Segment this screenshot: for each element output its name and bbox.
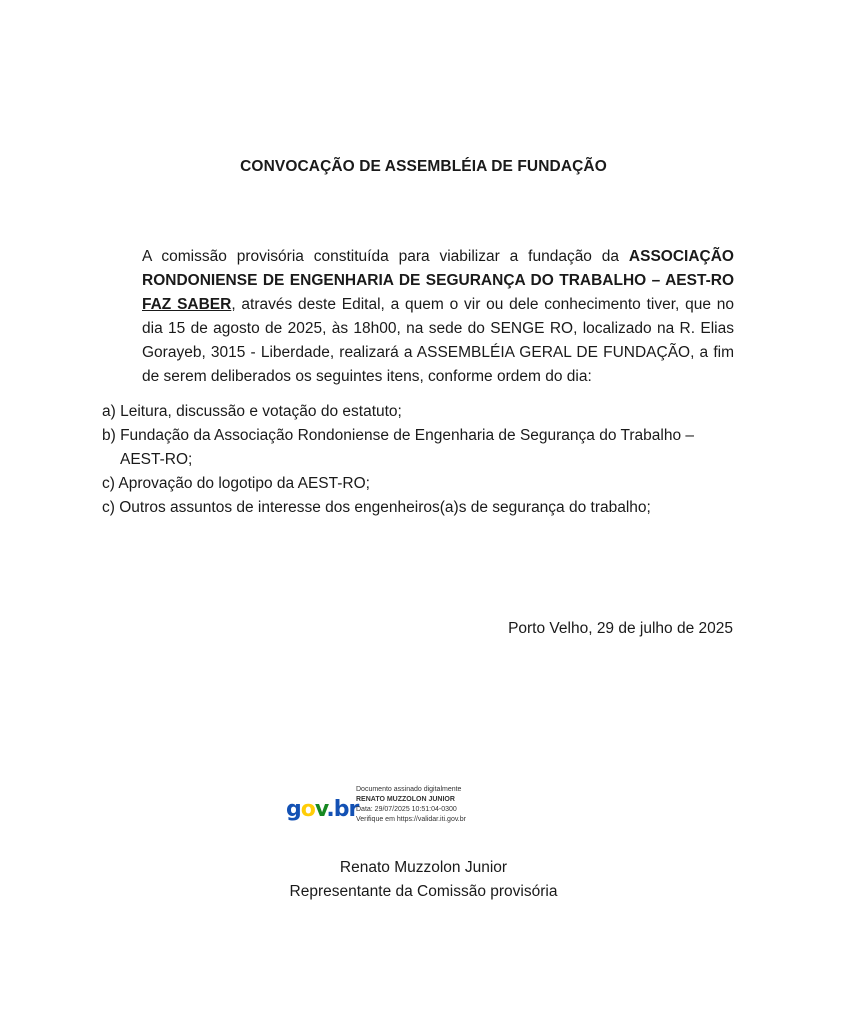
signature-signer: RENATO MUZZOLON JUNIOR bbox=[356, 796, 455, 803]
intro-paragraph bbox=[142, 245, 734, 389]
agenda-item: b) Fundação da Associação Rondoniense de Engenharia de Segurança do Trabalho – AEST-RO; bbox=[102, 427, 695, 468]
signature-details bbox=[356, 785, 466, 825]
digital-signature-stamp bbox=[286, 785, 526, 835]
signatory-role: Representante da Comissão provisória bbox=[289, 883, 558, 900]
organization-name: ASSOCIAÇÃO RONDONIENSE DE ENGENHARIA DE SEGURANÇA DO TRABALHO – AEST-RO bbox=[142, 248, 734, 289]
agenda-item: c) Outros assuntos de interesse dos engenheiros(a)s de segurança do trabalho; bbox=[102, 499, 651, 516]
agenda-item: c) Aprovação do logotipo da AEST-RO; bbox=[102, 475, 370, 492]
place-date: Porto Velho, 29 de julho de 2025 bbox=[508, 620, 733, 637]
signature-heading: Documento assinado digitalmente bbox=[356, 786, 462, 793]
intro-text-start: A comissão provisória constituída para viabilizar a fundação da bbox=[142, 248, 629, 265]
agenda-list bbox=[102, 400, 742, 520]
signatory-block bbox=[0, 856, 847, 904]
signature-date: Data: 29/07/2025 10:51:04-0300 bbox=[356, 806, 457, 813]
govbr-logo: gov.br bbox=[286, 797, 359, 822]
signature-verify-link: Verifique em https://validar.iti.gov.br bbox=[356, 816, 466, 823]
signatory-name: Renato Muzzolon Junior bbox=[339, 859, 508, 876]
intro-text-end: , através deste Edital, a quem o vir ou dele conhecimento tiver, que no dia 15 de agosto de 2025, às 18h00, na sede do SENGE RO, localizado na R. Elias Gorayeb, 3015 - Liberdade, realizará a ASSEMBLÉIA GERAL DE FUNDAÇÃO, a fim de serem deliberados os seguintes itens, conforme ordem do dia: bbox=[142, 296, 734, 385]
faz-saber: FAZ SABER bbox=[142, 296, 232, 313]
document-title: CONVOCAÇÃO DE ASSEMBLÉIA DE FUNDAÇÃO bbox=[240, 158, 607, 175]
agenda-item: a) Leitura, discussão e votação do estatuto; bbox=[102, 403, 402, 420]
